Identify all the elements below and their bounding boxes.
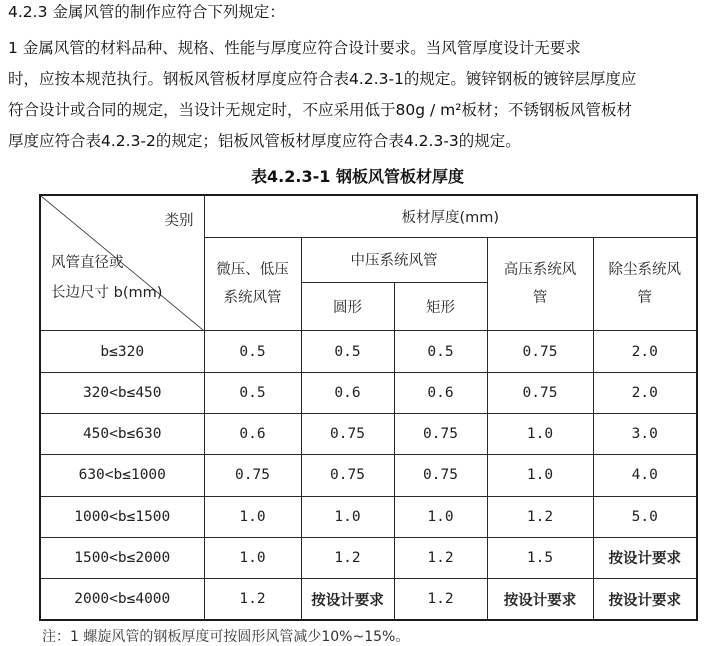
size-cell: 320<b≤450 [40,372,204,413]
value-cell: 1.0 [204,496,301,537]
value-cell: 0.75 [394,414,487,455]
size-axis-label-line: 风管直径或 [51,255,124,272]
table-row [40,537,697,578]
value-cell: 1.0 [204,537,301,578]
value-cell: 2.0 [593,372,697,413]
thickness-header: 板材厚度(mm) [204,195,697,237]
table-row [40,414,697,455]
size-axis-label-line: 长边尺寸 b(mm) [51,285,163,302]
size-cell: 1000<b≤1500 [40,496,204,537]
value-cell: 按设计要求 [487,579,593,620]
value-cell: 0.5 [204,331,301,372]
table-row [40,331,697,372]
value-cell: 2.0 [593,331,697,372]
size-cell: 1500<b≤2000 [40,537,204,578]
value-cell: 0.75 [301,414,394,455]
value-cell: 3.0 [593,414,697,455]
value-cell: 按设计要求 [593,579,697,620]
value-cell: 0.6 [204,414,301,455]
value-cell: 0.6 [301,372,394,413]
size-cell: 2000<b≤4000 [40,579,204,620]
table-row [40,372,697,413]
size-axis-label [51,248,162,308]
paragraph-line: 时，应按本规范执行。钢板风管板材厚度应符合表4.2.3-1的规定。镀锌钢板的镀锌层厚度应 [8,70,637,88]
value-cell: 5.0 [593,496,697,537]
col-high-pressure: 高压系统风管 [487,237,593,331]
size-cell: b≤320 [40,331,204,372]
value-cell: 1.2 [394,579,487,620]
value-cell: 按设计要求 [301,579,394,620]
header-row [40,195,697,237]
value-cell: 0.5 [301,331,394,372]
value-cell: 0.75 [487,331,593,372]
value-cell: 0.5 [204,372,301,413]
value-cell: 1.0 [301,496,394,537]
category-label: 类别 [164,213,194,229]
col-medium-pressure: 中压系统风管 [301,237,487,282]
value-cell: 0.75 [204,455,301,496]
paragraph-line: 符合设计或合同的规定，当设计无规定时，不应采用低于80g / m²板材；不锈钢板风管板材 [8,101,632,119]
value-cell: 0.75 [301,455,394,496]
col-round: 圆形 [301,283,394,331]
value-cell: 1.0 [394,496,487,537]
col-dust-removal: 除尘系统风管 [593,237,697,331]
size-cell: 630<b≤1000 [40,455,204,496]
paragraph-line: 厚度应符合表4.2.3-2的规定；铝板风管板材厚度应符合表4.2.3-3的规定。 [8,132,521,150]
diagonal-header-cell [40,195,204,331]
value-cell: 0.6 [394,372,487,413]
value-cell: 1.2 [204,579,301,620]
value-cell: 0.75 [394,455,487,496]
value-cell: 0.5 [394,331,487,372]
value-cell: 1.2 [394,537,487,578]
value-cell: 1.0 [487,414,593,455]
table-row [40,579,697,620]
value-cell: 1.5 [487,537,593,578]
value-cell: 按设计要求 [593,537,697,578]
paragraph-line: 1 金属风管的材料品种、规格、性能与厚度应符合设计要求。当风管厚度设计无要求 [8,39,581,57]
table-caption: 表4.2.3-1 钢板风管板材厚度 [251,167,464,186]
table-row [40,496,697,537]
value-cell: 4.0 [593,455,697,496]
value-cell: 1.2 [487,496,593,537]
table-note: 注：1 螺旋风管的钢板厚度可按圆形风管减少10%~15%。 [42,629,410,645]
value-cell: 1.2 [301,537,394,578]
col-micro-low-pressure: 微压、低压系统风管 [204,237,301,331]
value-cell: 1.0 [487,455,593,496]
table-row [40,455,697,496]
thickness-table [39,194,698,621]
value-cell: 0.75 [487,372,593,413]
col-rect: 矩形 [394,283,487,331]
clause-heading: 4.2.3 金属风管的制作应符合下列规定： [8,3,285,21]
size-cell: 450<b≤630 [40,414,204,455]
